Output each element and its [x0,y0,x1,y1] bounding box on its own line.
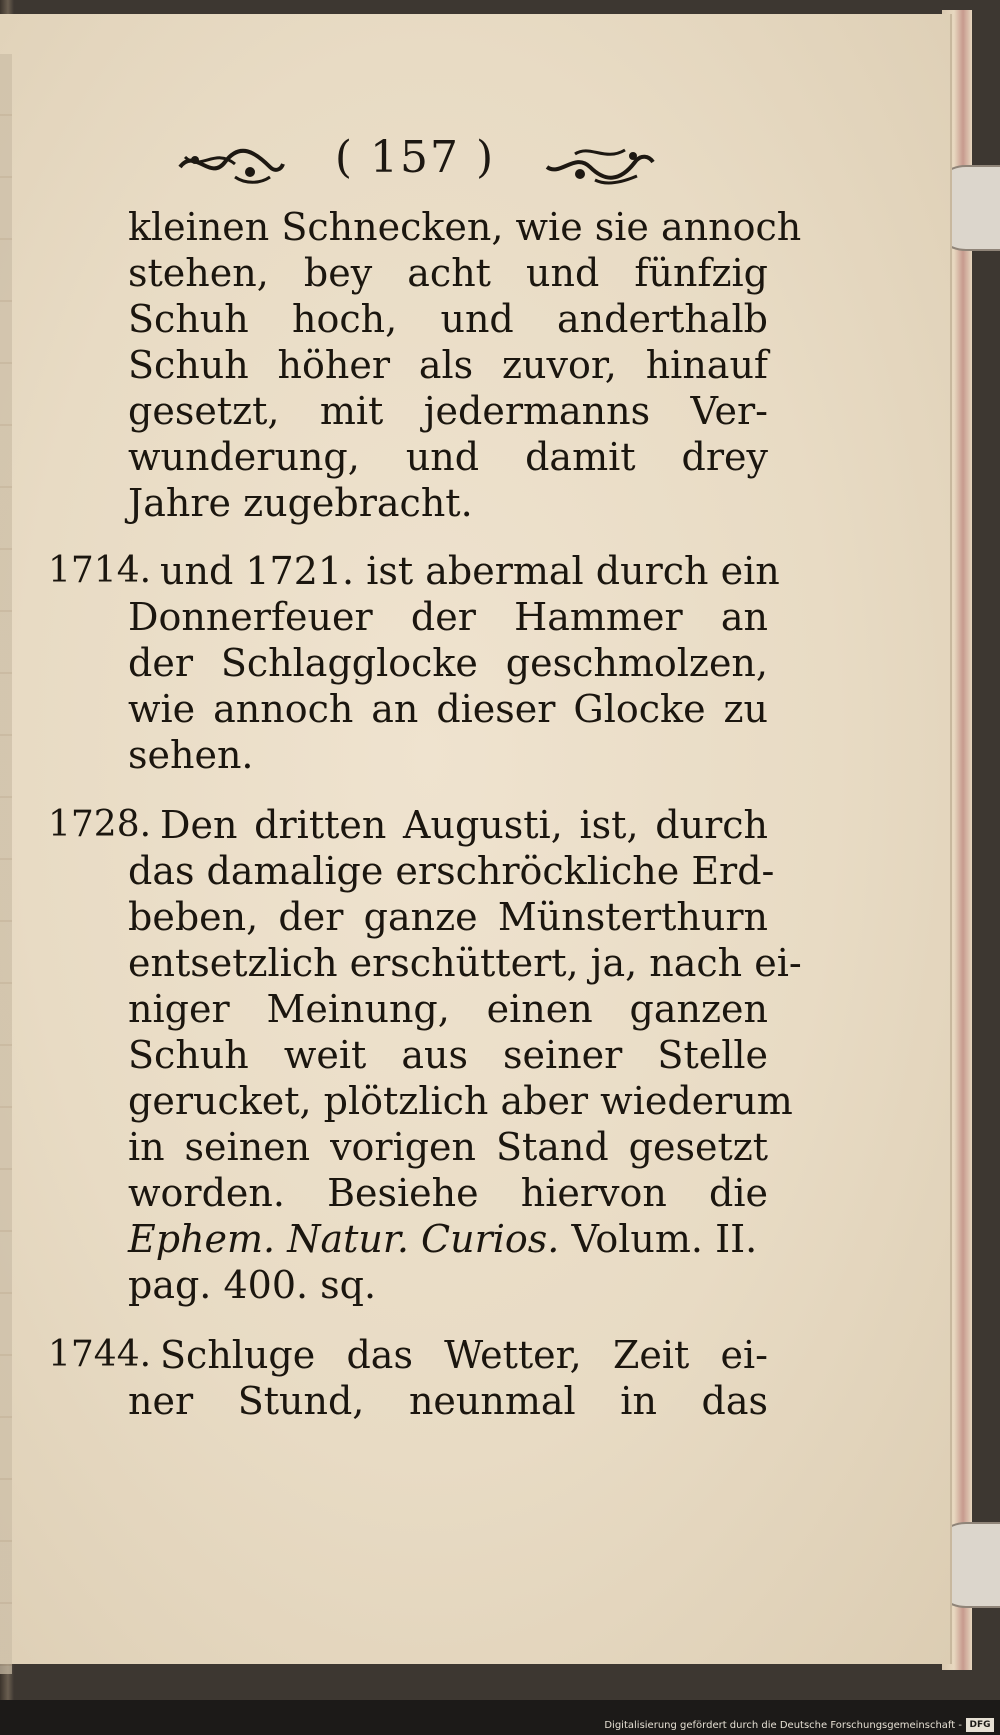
footer-credit: Digitalisierung gefördert durch die Deutsche Forschungsgemeinschaft - [604,1720,962,1731]
year-label: 1728. [48,804,152,845]
text-line: Donnerfeuer der Hammer an [128,595,768,639]
citation-line [128,1216,768,1262]
text-line: gesetzt, mit jedermanns Ver- [128,389,768,433]
text-line: Schluge das Wetter, Zeit ei- [160,1333,768,1377]
text-line: sehen. [128,733,254,777]
text-line: und 1721. ist abermal durch ein [160,549,780,593]
right-ornament-icon [545,142,655,188]
text-line: entsetzlich erschüttert, ja, nach ei- [128,941,802,985]
text-line: das damalige erschröckliche Erd- [128,849,775,893]
text-line: Den dritten Augusti, ist, durch [160,803,768,847]
text-line: wie annoch an dieser Glocke zu [128,687,768,731]
gutter-strip [0,54,12,1674]
text-line: beben, der ganze Münsterthurn [128,895,768,939]
citation-title: Ephem. Natur. Curios. [128,1217,560,1261]
text-line: in seinen vorigen Stand gesetzt [128,1125,768,1169]
text-line: der Schlagglocke geschmolzen, [128,641,768,685]
text-line: Schuh hoch, und anderthalb [128,297,768,341]
text-line: gerucket, plötzlich aber wiederum [128,1079,793,1123]
left-ornament-icon [175,142,285,188]
citation-page: pag. 400. sq. [128,1263,377,1307]
text-line: Schuh weit aus seiner Stelle [128,1033,768,1077]
text-line: ner Stund, neunmal in das [128,1379,768,1423]
book-page [0,14,952,1664]
text-line: niger Meinung, einen ganzen [128,987,768,1031]
text-line: wunderung, und damit drey [128,435,768,479]
page-header [175,132,655,192]
text-line: Jahre zugebracht. [128,481,473,525]
dfg-logo: DFG [966,1718,994,1732]
page-number: ( 157 ) [334,132,496,183]
text-line: worden. Besiehe hiervon die [128,1171,768,1215]
year-label: 1744. [48,1334,152,1375]
year-label: 1714. [48,550,152,591]
citation-volume: Volum. II. [571,1217,758,1261]
text-line: stehen, bey acht und fünfzig [128,251,768,295]
text-line: Schuh höher als zuvor, hinauf [128,343,768,387]
text-line: kleinen Schnecken, wie sie annoch [128,205,802,249]
